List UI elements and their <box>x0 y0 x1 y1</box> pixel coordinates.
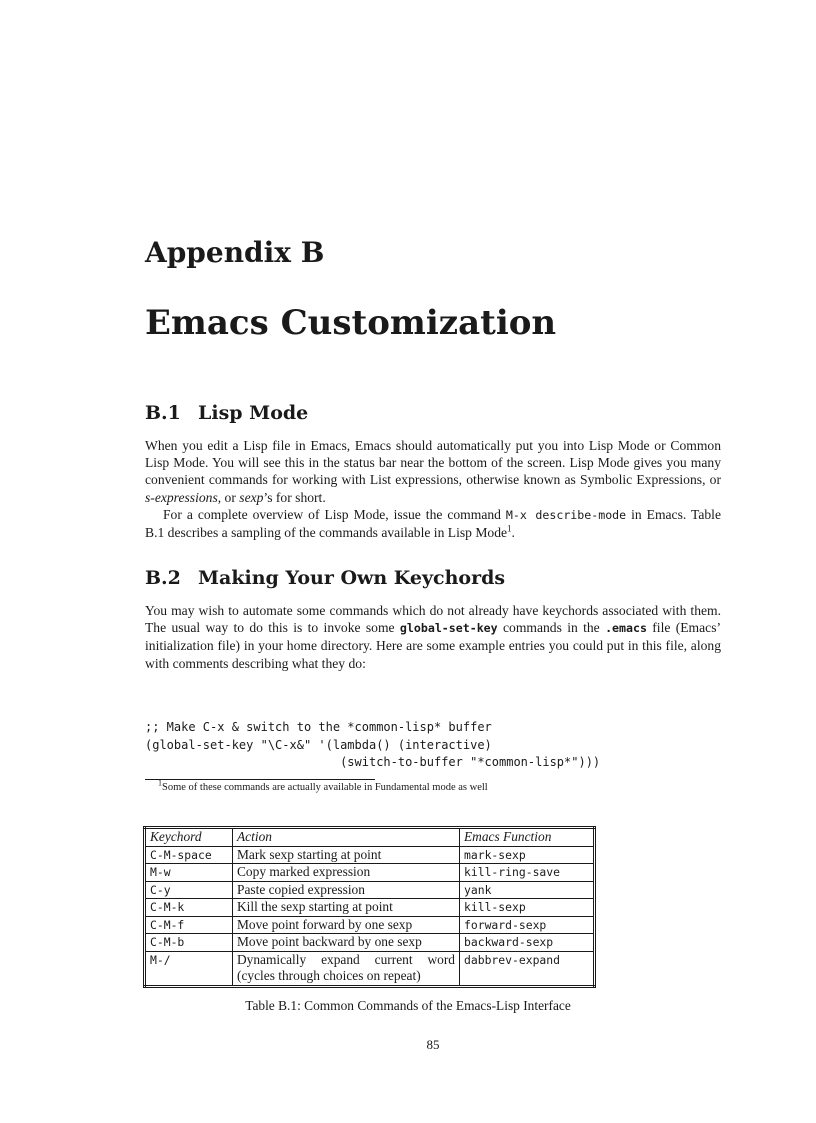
table-row <box>145 864 595 882</box>
function-cell: kill-ring-save <box>460 864 595 882</box>
inline-code-emacs-file: .emacs <box>605 621 647 636</box>
keychord-cell: C-M-space <box>145 846 233 864</box>
table-row <box>145 934 595 952</box>
table-row <box>145 846 595 864</box>
footnote-mark: 1 <box>158 778 162 788</box>
action-cell: Dynamically expand current word (cycles through choices on repeat) <box>233 951 460 986</box>
page-number: 85 <box>426 1037 440 1052</box>
inline-code-global-set-key: global-set-key <box>399 621 498 636</box>
text-run: You may wish to automate some commands which do not already have keychords associated with them. The usual way to do this is to invoke some <box>145 603 721 636</box>
action-cell: Move point forward by one sexp <box>233 916 460 934</box>
text-run: ’s for short. <box>263 489 326 505</box>
function-cell: yank <box>460 881 595 899</box>
text-run: When you edit a Lisp file in Emacs, Emacs should automatically put you into Lisp Mode or Common Lisp Mode. You will see this in the status bar near the bottom of the screen. Lisp Mode gives you many convenient commands for working with List expressions, otherwise known as Symbolic Expressions, or <box>145 438 721 488</box>
table-row <box>145 916 595 934</box>
header-keychord: Keychord <box>145 828 233 847</box>
emphasis-s-expressions: s-expressions <box>145 489 218 505</box>
text-run: For a complete overview of Lisp Mode, issue the command <box>163 507 506 522</box>
keychord-cell: M-/ <box>145 951 233 986</box>
paragraph-keychords-intro <box>145 602 721 672</box>
action-cell: Paste copied expression <box>233 881 460 899</box>
inline-code-describe-mode: M-x describe-mode <box>505 508 627 522</box>
header-emacs-function: Emacs Function <box>460 828 595 847</box>
function-cell: forward-sexp <box>460 916 595 934</box>
function-cell: mark-sexp <box>460 846 595 864</box>
section-title: Making Your Own Keychords <box>198 567 506 589</box>
keychord-cell: C-M-k <box>145 899 233 917</box>
section-title: Lisp Mode <box>198 402 309 424</box>
function-cell: kill-sexp <box>460 899 595 917</box>
keychord-cell: M-w <box>145 864 233 882</box>
text-run: commands in the <box>497 620 606 636</box>
section-heading-lisp-mode <box>145 402 308 424</box>
footnote-reference[interactable]: 1 <box>507 523 512 534</box>
section-heading-keychords <box>145 567 505 589</box>
keychord-cell: C-M-b <box>145 934 233 952</box>
commands-table <box>143 826 596 988</box>
keychord-cell: C-M-f <box>145 916 233 934</box>
table-row <box>145 881 595 899</box>
section-number: B.2 <box>145 567 181 589</box>
keychord-cell: C-y <box>145 881 233 899</box>
footnote-rule <box>145 779 375 780</box>
action-cell: Kill the sexp starting at point <box>233 899 460 917</box>
footnote-text: Some of these commands are actually available in Fundamental mode as well <box>162 782 488 793</box>
function-cell: dabbrev-expand <box>460 951 595 986</box>
footnote <box>158 778 488 793</box>
emphasis-sexp: sexp <box>239 489 264 505</box>
function-cell: backward-sexp <box>460 934 595 952</box>
paragraph-lisp-mode-intro <box>145 437 721 506</box>
text-run: file (Emacs’ initialization file) in your home directory. Here are some example entries you could put in this file, along with comments describing what they do: <box>145 620 722 671</box>
table-row <box>145 951 595 986</box>
chapter-title: Emacs Customization <box>145 303 557 343</box>
text-run: . <box>511 525 515 541</box>
header-action: Action <box>233 828 460 847</box>
table-header-row <box>145 828 595 847</box>
table-row <box>145 899 595 917</box>
text-run: , or <box>217 489 240 505</box>
text-run: in Emacs. Table B.1 describes a sampling of the commands available in Lisp Mode <box>145 507 721 541</box>
paragraph-lisp-mode-overview <box>145 506 721 541</box>
action-cell: Mark sexp starting at point <box>233 846 460 864</box>
action-cell: Move point backward by one sexp <box>233 934 460 952</box>
code-block-keychord-example: ;; Make C-x & switch to the *common-lisp* buffer (global-set-key "\C-x&" '(lambda() (interactive) (switch-to-buffer "*common-lisp*"))) <box>145 720 601 769</box>
section-number: B.1 <box>145 402 181 424</box>
action-cell: Copy marked expression <box>233 864 460 882</box>
appendix-label: Appendix B <box>145 236 325 269</box>
table-caption: Table B.1: Common Commands of the Emacs-Lisp Interface <box>245 998 571 1013</box>
